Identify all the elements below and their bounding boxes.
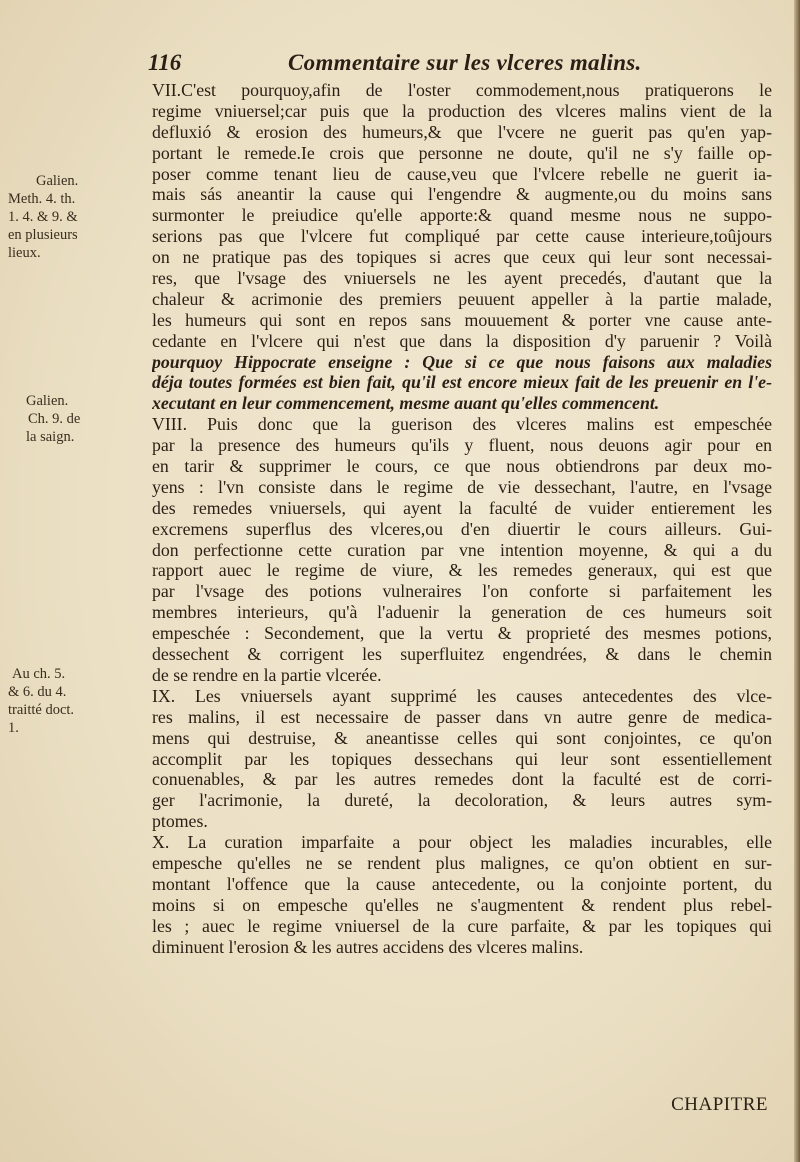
text-line: on ne pratique pas des topiques si acres que ceux qui leur sont necessai- [152, 247, 772, 268]
margin-note-line: traitté doct. [8, 702, 75, 718]
margin-note [8, 392, 150, 446]
text-line: dessechent & corrigent les superfluitez engendrées, & dans le chemin [152, 644, 772, 665]
text-line: mens qui destruise, & aneantisse celles qui sont conjointes, ce qu'on [152, 727, 772, 748]
text-line: des remedes vniuersels, qui ayent la faculté de vuider entierement les [152, 497, 772, 518]
text-line: accomplit par les topiques dessechans qui leur sont essentiellement [152, 748, 772, 769]
text-line: cedante en l'vlcere qui n'est que dans la disposition d'y paruenir ? Voilà [152, 330, 772, 351]
text-line: les humeurs qui sont en repos sans mouuement & porter vne cause ante- [152, 309, 772, 330]
margin-note-line: & 6. du 4. [8, 684, 67, 700]
text-line: par l'vsage des potions vulneraires l'on conforte si parfaitement les [152, 581, 772, 602]
margin-note-line: Galien. [36, 173, 79, 189]
text-line: res malins, il est necessaire de passer dans vn autre genre de medica- [152, 706, 772, 727]
text-line: en tarir & supprimer le cours, ce que nous obtiendrons par deux mo- [152, 456, 772, 477]
text-line: X. La curation imparfaite a pour object les maladies incurables, elle [152, 832, 772, 853]
text-line: ptomes. [152, 811, 208, 832]
text-line: montant l'offence que la cause antecedente, ou la conjointe portent, du [152, 873, 772, 894]
text-line: poser comme tenant lieu de cause,veu que l'vlcere rebelle ne guerit ia- [152, 163, 772, 184]
margin-note-line: lieux. [8, 245, 41, 261]
margin-note-line: Galien. [26, 393, 69, 409]
margin-note-line: Meth. 4. th. [8, 191, 76, 207]
page-edge [794, 0, 800, 1162]
text-line: regime vniuersel;car puis que la production des vlceres malins vient de la [152, 100, 772, 121]
text-line: diminuent l'erosion & les autres accidens des vlceres malins. [152, 936, 584, 957]
body-text [152, 80, 772, 957]
text-line: IX. Les vniuersels ayant supprimé les causes antecedentes des vlce- [152, 685, 772, 706]
text-line: chaleur & acrimonie des premiers peuuent appeller à la partie malade, [152, 288, 772, 309]
text-line: empesche qu'elles ne se rendent plus malignes, ce qu'on obtient en sur- [152, 852, 772, 873]
text-line: par la presence des humeurs qu'ils y fluent, nous deuons agir pour en [152, 435, 772, 456]
running-title: Commentaire sur les vlceres malins. [288, 50, 642, 75]
text-line: les ; auec le regime vniuersel de la cure parfaite, & par les topiques qui [152, 915, 772, 936]
text-line: rapport auec le regime de viure, & les remedes generaux, qui est que [152, 560, 772, 581]
text-line: defluxió & erosion des humeurs,& que l'vcere ne guerit pas qu'en yap- [152, 121, 772, 142]
text-line: pourquoy Hippocrate enseigne : Que si ce que nous faisons aux maladies [152, 351, 772, 372]
margin-note-line: la saign. [26, 429, 75, 445]
text-line: membres interieurs, qu'à l'aduenir la generation de ces humeurs soit [152, 602, 772, 623]
margin-note-line: en plusieurs [8, 227, 78, 243]
text-line: surmonter le preiudice qu'elle apporte:& quand mesme nous ne suppo- [152, 205, 772, 226]
catchword: CHAPITRE [671, 1094, 768, 1115]
running-head [148, 50, 768, 80]
text-line: serions pas que l'vlcere fut compliqué par cette cause interieure,toûjours [152, 226, 772, 247]
text-line: portant le remede.Ie crois que personne ne doute, qu'il ne s'y faille op- [152, 142, 772, 163]
margin-note [8, 665, 150, 737]
text-line: déja toutes formées est bien fait, qu'il est encore mieux fait de les preuenir en l'e- [152, 372, 772, 393]
text-line: ger l'acrimonie, la dureté, la decoloration, & leurs autres sym- [152, 790, 772, 811]
margin-note-line: 1. 4. & 9. & [8, 209, 78, 225]
page-number: 116 [148, 50, 182, 75]
text-line: VIII. Puis donc que la guerison des vlceres malins est empeschée [152, 414, 772, 435]
text-line: conuenables, & par les autres remedes dont la faculté est de corri- [152, 769, 772, 790]
text-line: moins si on empesche qu'elles ne s'augmentent & rendent plus rebel- [152, 894, 772, 915]
text-line: VII.C'est pourquoy,afin de l'oster commodement,nous pratiquerons le [152, 80, 772, 100]
text-line: res, que l'vsage des vniuersels ne les ayent precedés, d'autant que la [152, 268, 772, 289]
text-line: don perfectionne cette curation par vne intention moyenne, & qui a du [152, 539, 772, 560]
text-line: yens : l'vn consiste dans le regime de vie dessechant, l'autre, en l'vsage [152, 476, 772, 497]
text-line: excremens superflus des vlceres,ou d'en diuertir le cours ailleurs. Gui- [152, 518, 772, 539]
text-line: xecutant en leur commencement, mesme auant qu'elles commencent. [152, 393, 660, 414]
margin-note-line: Ch. 9. de [28, 411, 81, 427]
text-line: de se rendre en la partie vlcerée. [152, 664, 382, 685]
text-line: empeschée : Secondement, que la vertu & proprieté des mesmes potions, [152, 623, 772, 644]
margin-note-line: Au ch. 5. [12, 666, 66, 682]
margin-note [8, 172, 150, 262]
text-line: mais sás aneantir la cause qui l'engendre & augmente,ou du moins sans [152, 184, 772, 205]
margin-note-line: 1. [8, 720, 19, 736]
